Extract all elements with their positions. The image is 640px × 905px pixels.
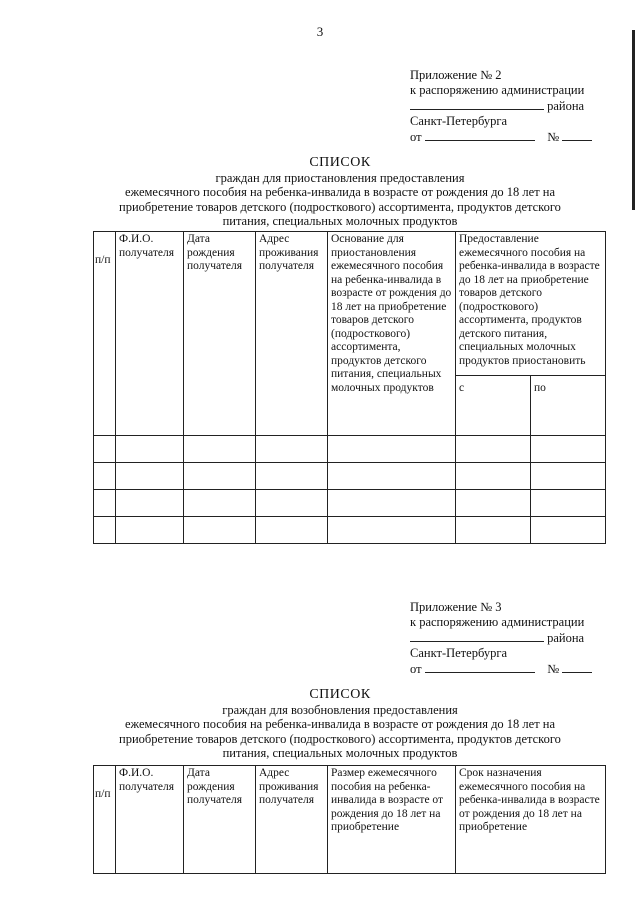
appendix-order-line: к распоряжению администрации <box>410 615 585 629</box>
list-title: СПИСОК <box>309 687 371 702</box>
page-number: 3 <box>316 24 324 39</box>
col-header-term: Срок назначения ежемесячного пособия на ребенка-инвалида в возрасте от рождения до 18 лет на приобретение <box>456 766 606 874</box>
list-subtitle-line: ежемесячного пособия на ребенка-инвалида в возрасте от рождения до 18 лет на <box>124 717 556 731</box>
table-row <box>94 517 606 544</box>
district-suffix: района <box>547 99 585 113</box>
date-blank <box>425 129 535 141</box>
district-blank <box>410 630 544 642</box>
list-3-heading <box>60 688 620 761</box>
col-header-birth: Дата рождения получателя <box>184 766 256 874</box>
col-header-num: п/п <box>94 766 116 874</box>
col-header-num: п/п <box>94 232 116 436</box>
list-subtitle-line: ежемесячного пособия на ребенка-инвалида в возрасте от рождения до 18 лет на <box>124 185 556 199</box>
number-blank <box>562 661 592 673</box>
list-subtitle-line: приобретение товаров детского (подросткового) ассортимента, продуктов детского <box>119 199 561 214</box>
district-suffix: района <box>547 631 585 645</box>
district-blank <box>410 98 544 110</box>
col-header-to: по <box>531 376 606 436</box>
date-label: от <box>410 130 422 144</box>
table-row <box>94 490 606 517</box>
appendix-3-header <box>410 600 592 677</box>
col-header-address: Адрес проживания получателя <box>256 766 328 874</box>
suspension-table <box>93 231 606 544</box>
col-header-fio: Ф.И.О. получателя <box>116 766 184 874</box>
number-label: № <box>547 662 560 676</box>
resumption-table <box>93 765 606 874</box>
number-blank <box>562 129 592 141</box>
list-subtitle-line: граждан для возобновления предоставления <box>222 702 458 717</box>
appendix-order-line: к распоряжению администрации <box>410 83 585 97</box>
col-header-fio: Ф.И.О. получателя <box>116 232 184 436</box>
list-subtitle-line: питания, специальных молочных продуктов <box>222 746 458 760</box>
list-title: СПИСОК <box>309 155 371 170</box>
list-subtitle-line: питания, специальных молочных продуктов <box>222 214 458 228</box>
col-header-amount: Размер ежемесячного пособия на ребенка-инвалида в возрасте от рождения до 18 лет на приобретение <box>328 766 456 874</box>
appendix-title: Приложение № 3 <box>410 600 502 614</box>
table-row <box>94 463 606 490</box>
list-subtitle-line: граждан для приостановления предоставления <box>215 170 465 185</box>
col-header-birth: Дата рождения получателя <box>184 232 256 436</box>
table-row <box>94 436 606 463</box>
number-label: № <box>547 130 560 144</box>
col-header-basis: Основание для приостановления ежемесячного пособия на ребенка-инвалида в возрасте от рождения до 18 лет на приобретение товаров детского (подросткового) ассортимента, продуктов детского питания, специальных молочных продуктов <box>328 232 456 436</box>
appendix-title: Приложение № 2 <box>410 68 502 82</box>
col-header-suspend: Предоставление ежемесячного пособия на ребенка-инвалида в возрасте до 18 лет на приобретение товаров детского (подросткового) ассортимента, продуктов детского питания, специальных молочных продуктов приостановить <box>456 232 606 376</box>
col-header-address: Адрес проживания получателя <box>256 232 328 436</box>
date-blank <box>425 661 535 673</box>
date-label: от <box>410 662 422 676</box>
appendix-2-header <box>410 68 592 145</box>
appendix-city: Санкт-Петербурга <box>410 114 508 128</box>
col-header-from: с <box>456 376 531 436</box>
list-subtitle-line: приобретение товаров детского (подросткового) ассортимента, продуктов детского <box>119 731 561 746</box>
appendix-city: Санкт-Петербурга <box>410 646 508 660</box>
list-2-heading <box>60 156 620 229</box>
scan-edge-mark <box>632 30 635 210</box>
